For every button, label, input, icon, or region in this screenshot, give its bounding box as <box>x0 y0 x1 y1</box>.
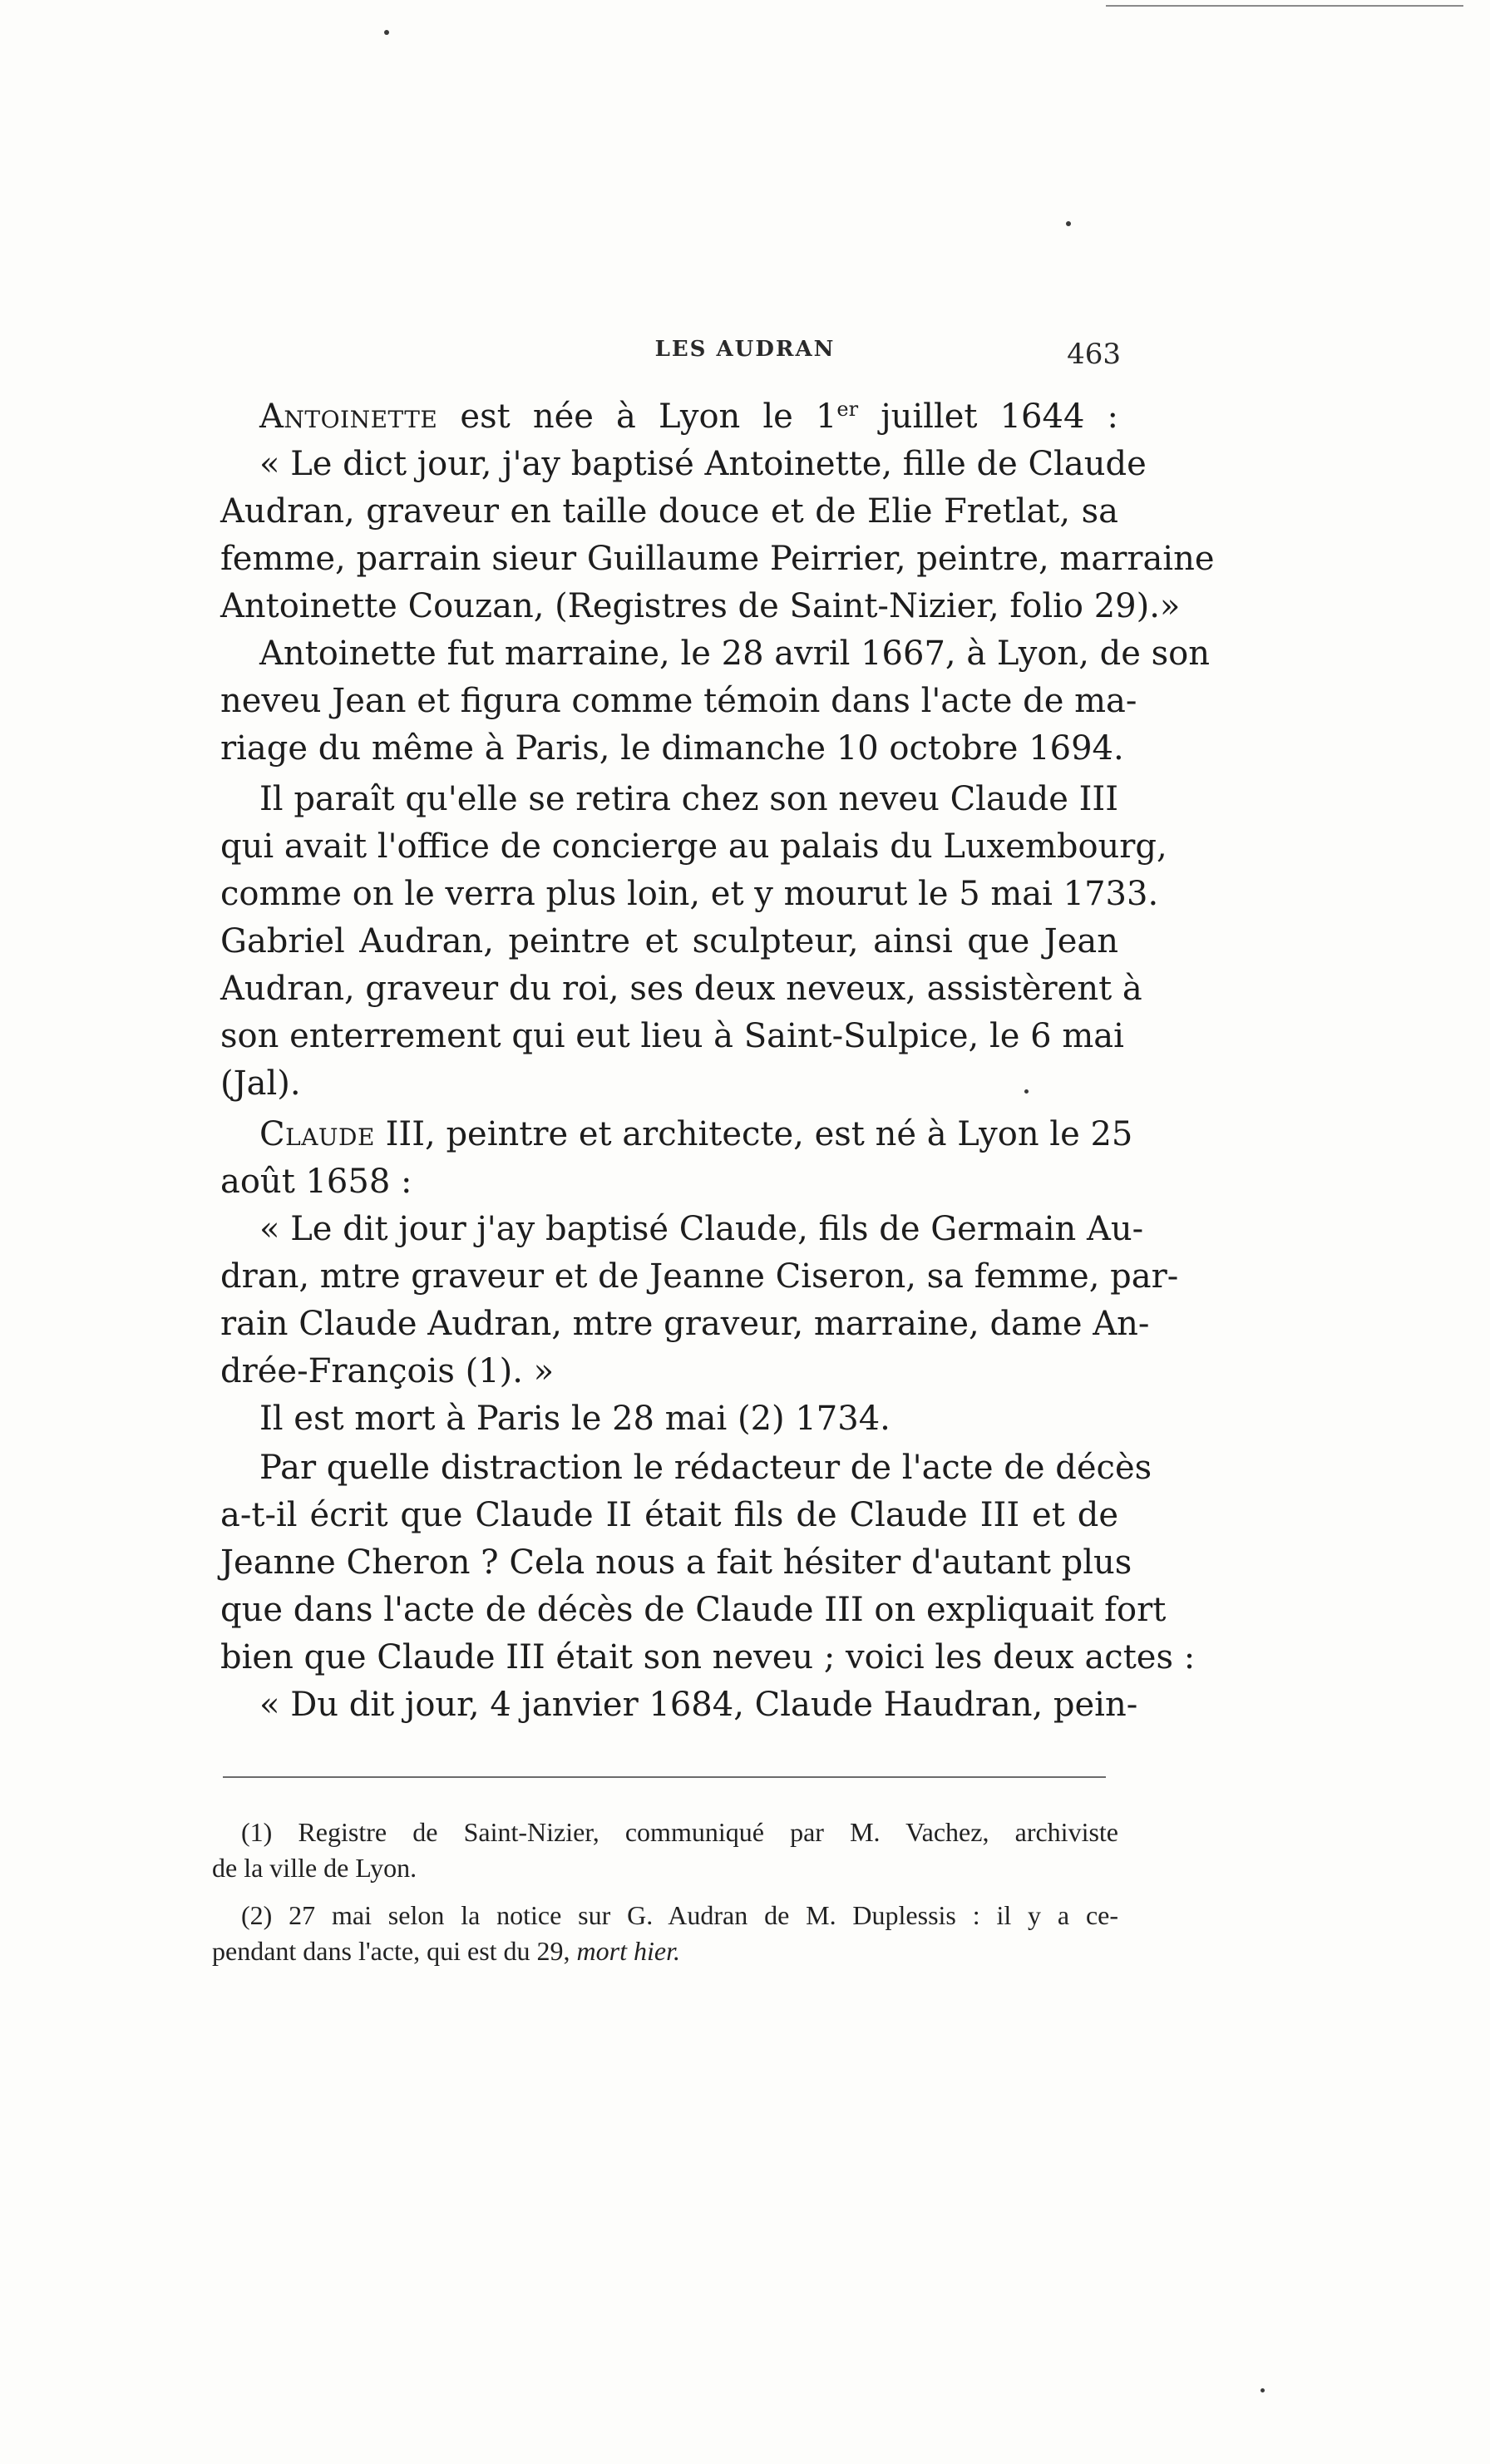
text-line: Claude III, peintre et architecte, est né à Lyon le 25 <box>259 1115 1133 1153</box>
footnote-2-continued: pendant dans l'acte, qui est du 29, mort hier. <box>212 1936 680 1966</box>
page-number: 463 <box>1067 338 1121 371</box>
text-line: Il est mort à Paris le 28 mai (2) 1734. <box>259 1400 891 1438</box>
text-line: Antoinette Couzan, (Registres de Saint-Nizier, folio 29).» <box>220 587 1181 625</box>
text-line: drée-François (1). » <box>220 1352 555 1390</box>
name-small-caps: Antoinette <box>259 397 438 436</box>
text-line: riage du même à Paris, le dimanche 10 octobre 1694. <box>220 729 1124 768</box>
text-line: Jeanne Cheron ? Cela nous a fait hésiter d'autant plus <box>220 1543 1132 1582</box>
text-line: août 1658 : <box>220 1163 412 1201</box>
running-head: LES AUDRAN <box>654 337 836 362</box>
text-line: rain Claude Audran, mtre graveur, marraine, dame An- <box>220 1305 1150 1343</box>
text-line: a-t-il écrit que Claude II était fils de Claude III et de <box>220 1496 1118 1534</box>
text-line: Il paraît qu'elle se retira chez son neveu Claude III <box>259 780 1118 818</box>
text-line: Audran, graveur du roi, ses deux neveux, assistèrent à <box>220 970 1142 1008</box>
text-line: « Le dict jour, j'ay baptisé Antoinette, fille de Claude <box>259 445 1147 483</box>
ink-speck <box>384 30 389 35</box>
name-small-caps: Claude <box>259 1115 375 1153</box>
text-line: que dans l'acte de décès de Claude III on expliquait fort <box>220 1591 1167 1629</box>
top-edge-mark <box>1106 5 1463 7</box>
italic-quote: mort hier. <box>576 1936 680 1966</box>
text-line: femme, parrain sieur Guillaume Peirrier, peintre, marraine <box>220 540 1215 578</box>
footnote-divider <box>223 1776 1106 1778</box>
text-line: comme on le verra plus loin, et y mourut le 5 mai 1733. <box>220 875 1159 913</box>
text-line: Antoinette fut marraine, le 28 avril 1667, à Lyon, de son <box>259 635 1210 673</box>
ink-speck <box>1261 2388 1265 2392</box>
footnote-2: (2) 27 mai selon la notice sur G. Audran de M. Duplessis : il y a ce- <box>241 1900 1118 1930</box>
footnote-1: (1) Registre de Saint-Nizier, communiqué par M. Vachez, archiviste <box>241 1817 1118 1847</box>
text-line: « Du dit jour, 4 janvier 1684, Claude Haudran, pein- <box>259 1686 1138 1724</box>
text-line: « Le dit jour j'ay baptisé Claude, fils de Germain Au- <box>259 1210 1144 1248</box>
text-line: son enterrement qui eut lieu à Saint-Sulpice, le 6 mai <box>220 1017 1124 1055</box>
text-line: qui avait l'office de concierge au palais du Luxembourg, <box>220 827 1167 866</box>
text-line: Audran, graveur en taille douce et de Elie Fretlat, sa <box>220 492 1118 531</box>
text-line: Gabriel Audran, peintre et sculpteur, ainsi que Jean <box>220 922 1118 960</box>
text-line: neveu Jean et figura comme témoin dans l'acte de ma- <box>220 682 1137 720</box>
text-line: Par quelle distraction le rédacteur de l'acte de décès <box>259 1449 1152 1487</box>
text-line: dran, mtre graveur et de Jeanne Ciseron, sa femme, par- <box>220 1257 1179 1296</box>
text-line: Antoinette est née à Lyon le 1er juillet 1644 : <box>259 397 1118 436</box>
ink-speck <box>1066 221 1071 226</box>
footnote-1-continued: de la ville de Lyon. <box>212 1853 417 1883</box>
text-line: bien que Claude III était son neveu ; voici les deux actes : <box>220 1638 1196 1676</box>
text-line: (Jal). <box>220 1064 301 1103</box>
